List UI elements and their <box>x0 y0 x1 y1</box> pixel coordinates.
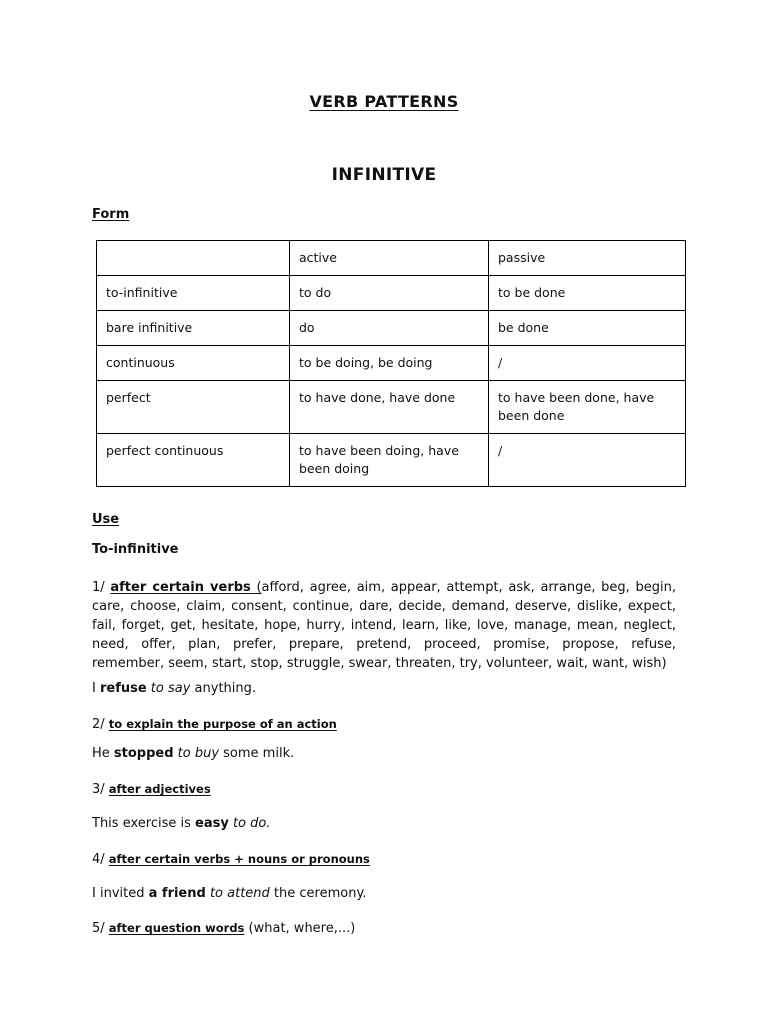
example-italic: to attend <box>205 886 270 901</box>
table-cell: to be done <box>489 276 686 311</box>
table-cell: passive <box>489 241 686 276</box>
example-italic: to do. <box>228 816 271 831</box>
table-cell <box>97 241 290 276</box>
table-row <box>97 276 686 311</box>
to-infinitive-label: To-infinitive <box>92 542 179 557</box>
table-header-row <box>97 241 686 276</box>
rule-number: 3/ <box>92 782 105 797</box>
table-cell: perfect <box>97 381 290 434</box>
example-bold: stopped <box>113 746 174 761</box>
rule-heading: after adjectives <box>108 782 211 796</box>
table-cell: bare infinitive <box>97 311 290 346</box>
page-title: VERB PATTERNS <box>309 92 459 111</box>
rule-heading: after question words <box>108 921 245 935</box>
example-2 <box>92 744 676 763</box>
form-label: Form <box>92 207 130 222</box>
example-post: the ceremony. <box>269 886 367 901</box>
example-bold: refuse <box>99 681 147 696</box>
rule-1 <box>92 578 676 673</box>
example-post: anything. <box>190 681 257 696</box>
rule-5 <box>92 919 676 938</box>
table-cell: to have been done, have been done <box>489 381 686 434</box>
example-bold: easy <box>195 816 229 831</box>
rule-paren: ( <box>250 580 262 595</box>
example-post: some milk. <box>219 746 295 761</box>
rule-number: 2/ <box>92 717 105 732</box>
rule-2 <box>92 715 676 734</box>
rule-3 <box>92 780 676 799</box>
table-cell: to have been doing, have been doing <box>290 434 489 487</box>
table-row <box>97 434 686 487</box>
table-cell: to-infinitive <box>97 276 290 311</box>
table-cell: active <box>290 241 489 276</box>
table-row <box>97 346 686 381</box>
section-title: INFINITIVE <box>331 165 437 185</box>
table-cell: to be doing, be doing <box>290 346 489 381</box>
rule-heading: after certain verbs + nouns or pronouns <box>108 852 370 866</box>
rule-heading: after certain verbs <box>110 580 251 595</box>
table-cell: perfect continuous <box>97 434 290 487</box>
example-pre: I <box>92 681 100 696</box>
table-cell: be done <box>489 311 686 346</box>
example-pre: He <box>92 746 114 761</box>
verb-list: afford, agree, aim, appear, attempt, ask, arrange, beg, begin, care, choose, claim, consent, continue, dare, decide, demand, deserve, dislike, expect, fail, forget, get, hesitate, hope, hurry, intend, learn, like, love, manage, mean, neglect, need, offer, plan, prefer, prepare, pretend, proceed, promise, propose, refuse, remember, seem, start, stop, struggle, swear, threaten, try, volunteer, wait, want, wish) <box>92 580 676 671</box>
example-4 <box>92 884 676 903</box>
rule-number: 1/ <box>92 580 105 595</box>
rule-number: 5/ <box>92 921 105 936</box>
use-label: Use <box>92 512 120 527</box>
example-italic: to buy <box>173 746 220 761</box>
rule-heading: to explain the purpose of an action <box>108 717 337 731</box>
table-cell: continuous <box>97 346 290 381</box>
rule-tail: (what, where,...) <box>244 921 356 936</box>
example-italic: to say <box>146 681 191 696</box>
rule-4 <box>92 850 676 869</box>
infinitive-form-table <box>96 240 686 487</box>
rule-number: 4/ <box>92 852 105 867</box>
table-row <box>97 311 686 346</box>
table-cell: to have done, have done <box>290 381 489 434</box>
table-cell: to do <box>290 276 489 311</box>
example-pre: This exercise is <box>92 816 195 831</box>
example-pre: I invited <box>92 886 149 901</box>
table-cell: do <box>290 311 489 346</box>
table-cell: / <box>489 434 686 487</box>
example-3 <box>92 814 676 833</box>
table-cell: / <box>489 346 686 381</box>
example-bold: a friend <box>148 886 206 901</box>
table-row <box>97 381 686 434</box>
example-1 <box>92 679 676 698</box>
